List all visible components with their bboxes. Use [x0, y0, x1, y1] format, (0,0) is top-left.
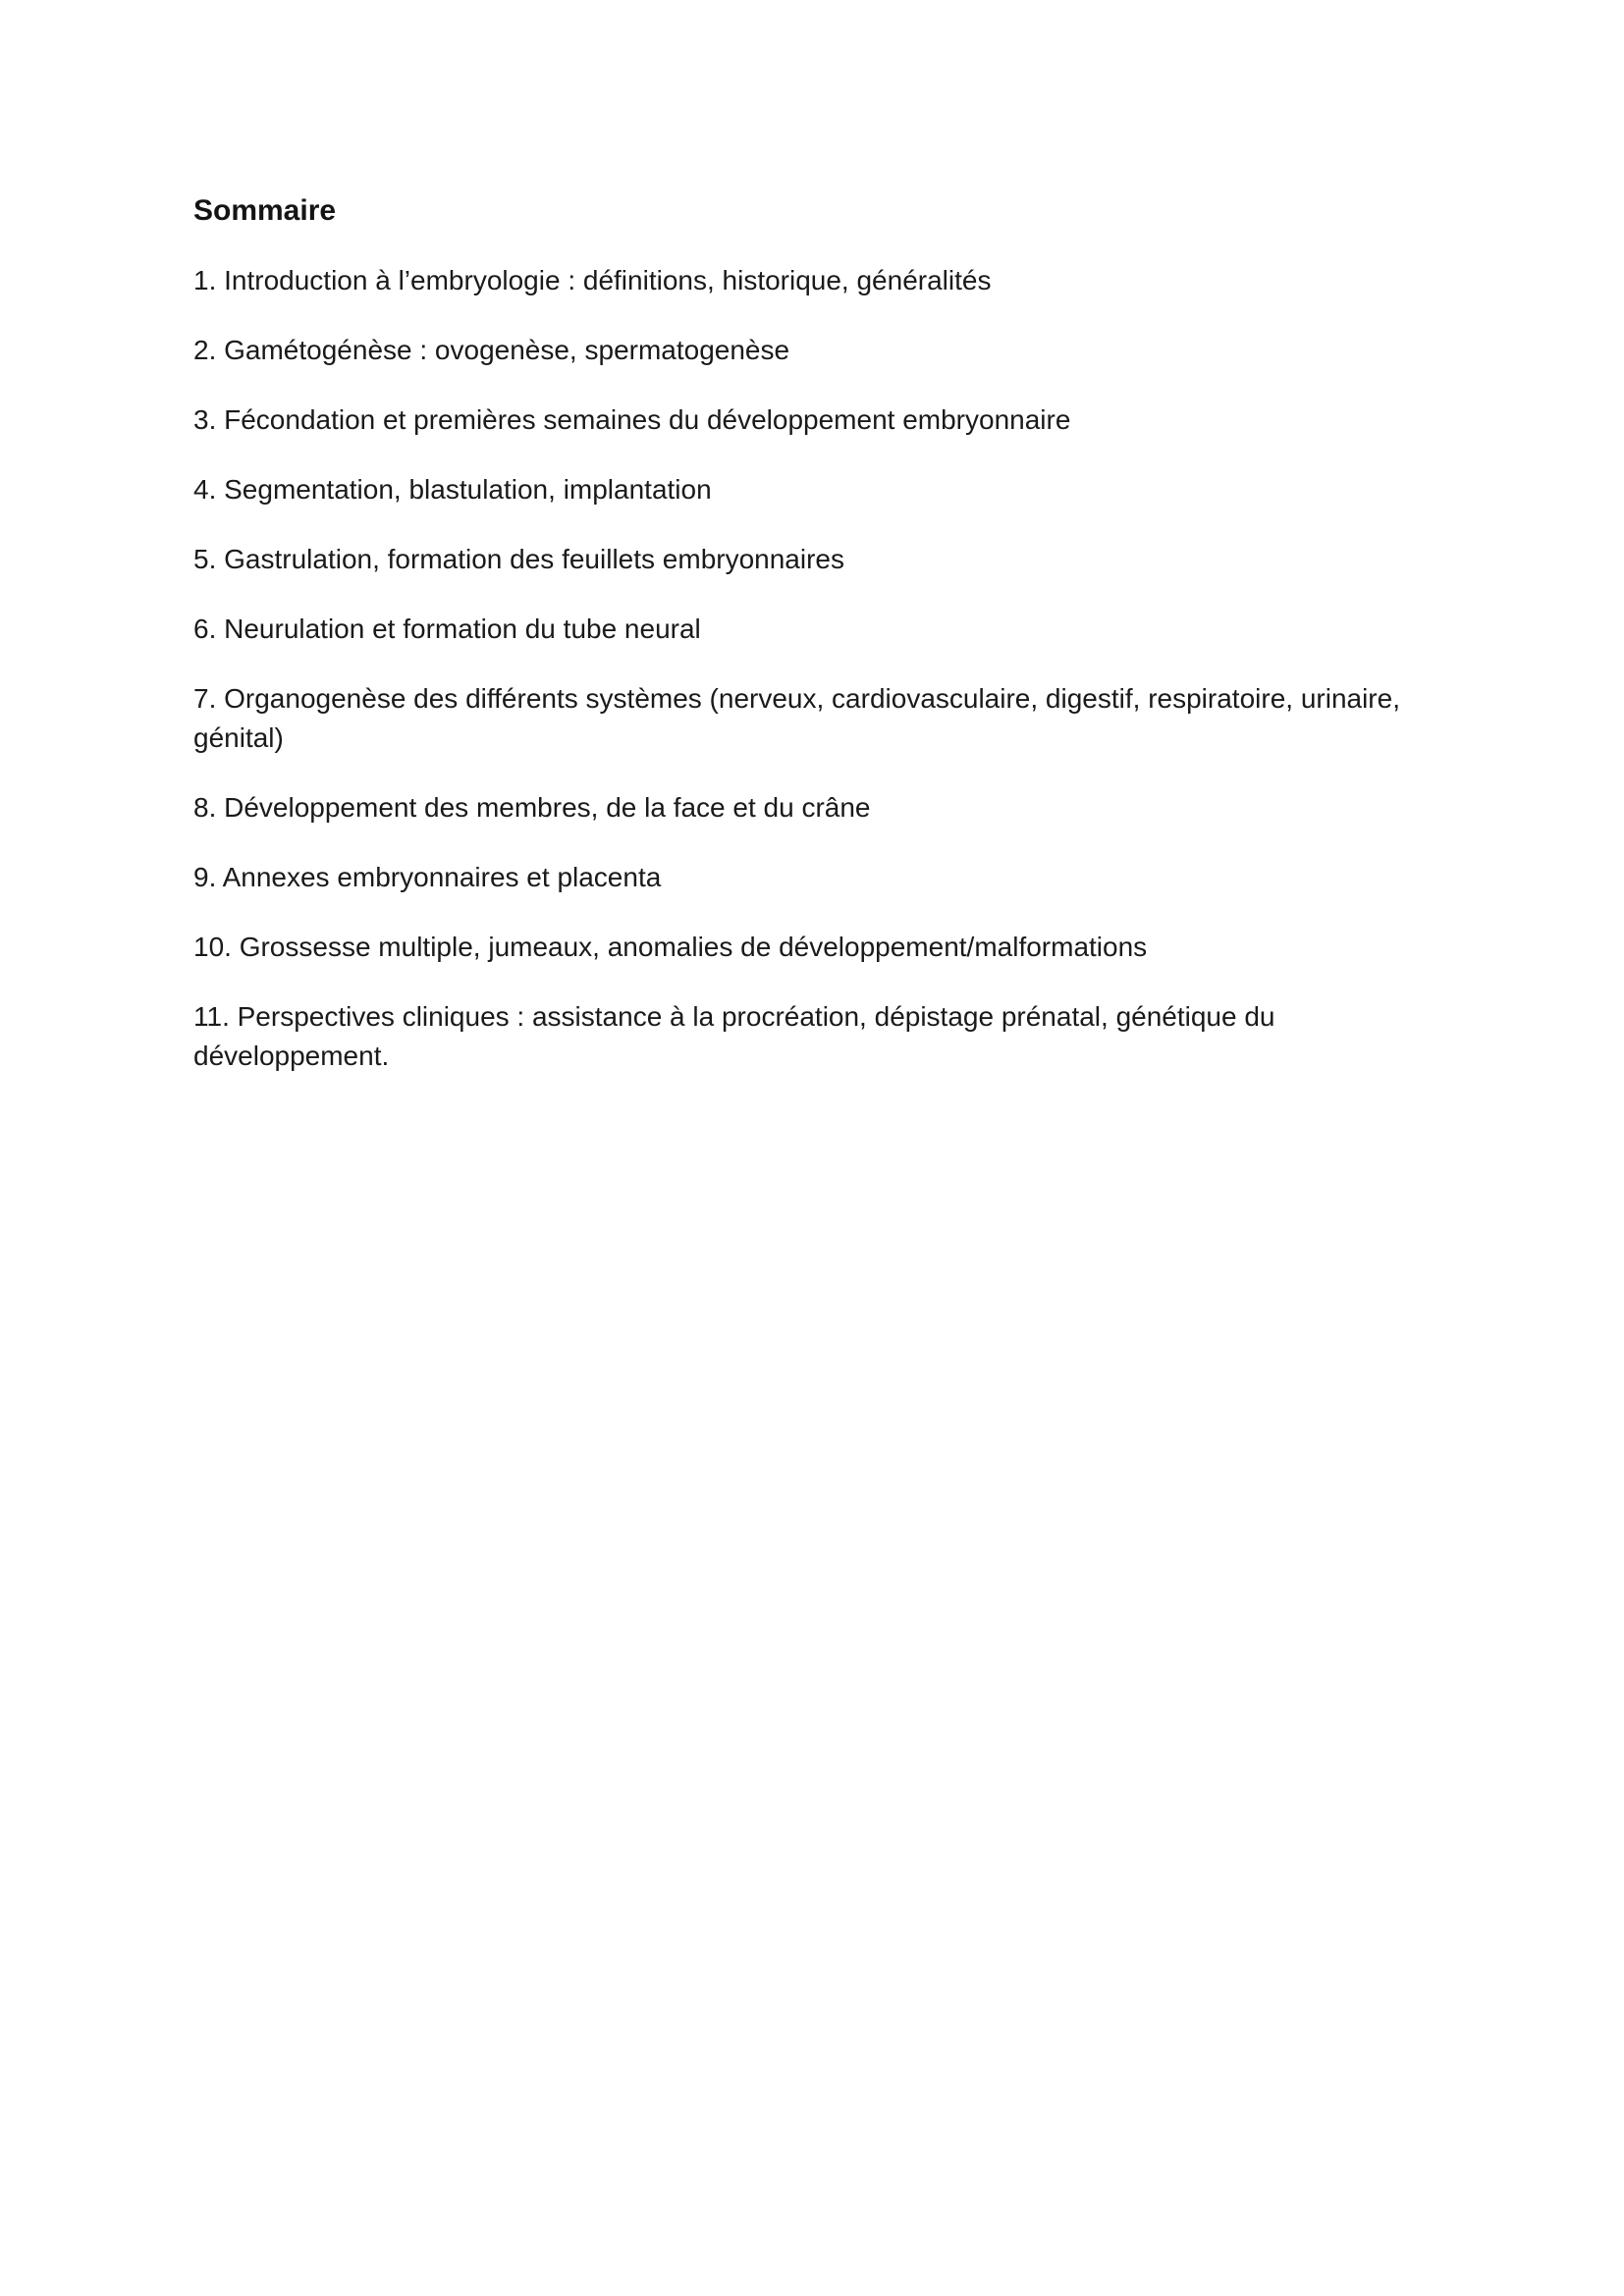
- toc-item-1: 1. Introduction à l’embryologie : définitions, historique, généralités: [193, 265, 992, 295]
- toc-item-3: 3. Fécondation et premières semaines du développement embryonnaire: [193, 404, 1071, 435]
- toc-item-8: 8. Développement des membres, de la face et du crâne: [193, 792, 871, 823]
- page-title: Sommaire: [193, 194, 337, 227]
- toc-item-4: 4. Segmentation, blastulation, implantation: [193, 474, 712, 505]
- toc-item-2: 2. Gamétogénèse : ovogenèse, spermatogenèse: [193, 335, 790, 365]
- toc-item-5: 5. Gastrulation, formation des feuillets embryonnaires: [193, 544, 844, 574]
- toc-item-7: 7. Organogenèse des différents systèmes (nerveux, cardiovasculaire, digestif, respiratoire, urinaire, génital): [193, 683, 1400, 753]
- toc-item-10: 10. Grossesse multiple, jumeaux, anomalies de développement/malformations: [193, 932, 1148, 962]
- toc-item-9: 9. Annexes embryonnaires et placenta: [193, 862, 662, 892]
- toc-item-11: 11. Perspectives cliniques : assistance à la procréation, dépistage prénatal, génétique du développement.: [193, 1001, 1275, 1071]
- toc-item-6: 6. Neurulation et formation du tube neural: [193, 614, 701, 644]
